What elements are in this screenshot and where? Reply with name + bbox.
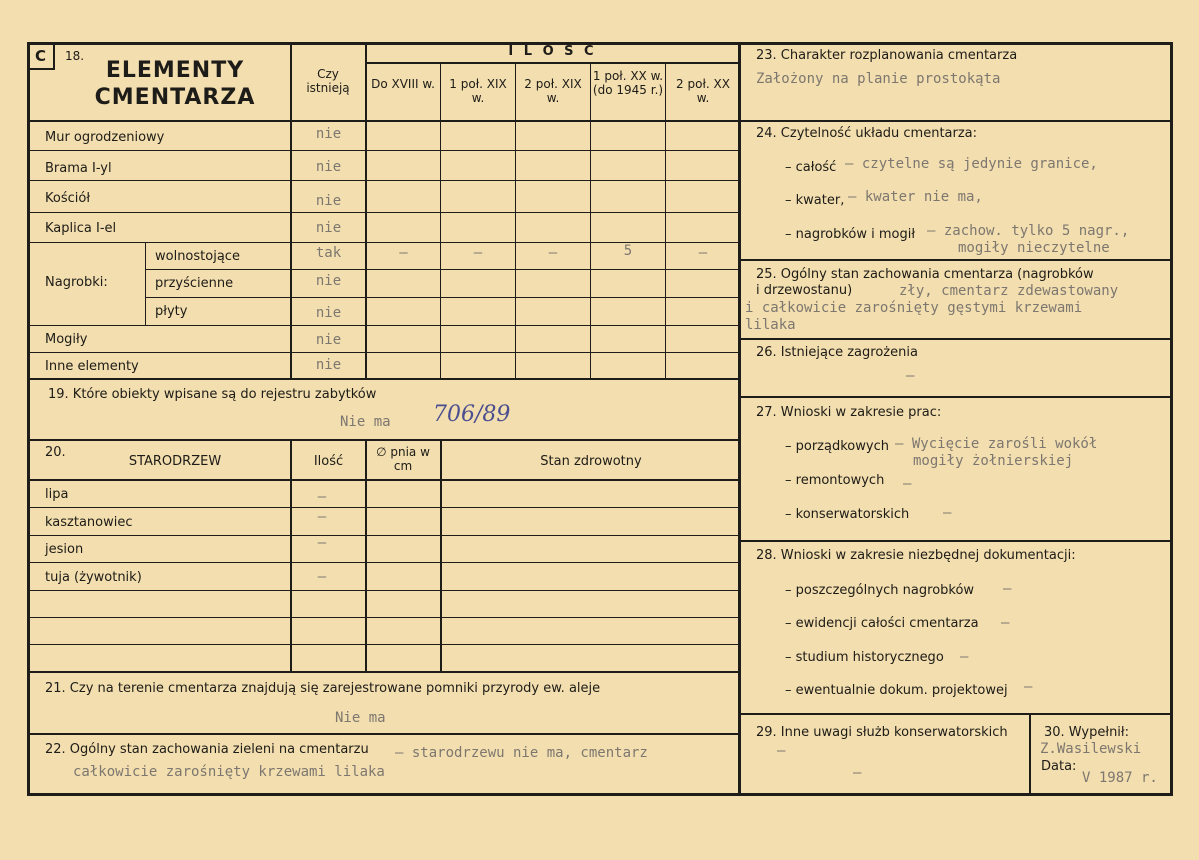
q24-nagrobkow-label: – nagrobków i mogił xyxy=(785,227,916,242)
q30-data-label: Data: xyxy=(1041,759,1077,774)
q23-answer: Założony na planie prostokąta xyxy=(756,71,1001,87)
q28-item-3-label: – studium historycznego xyxy=(785,650,944,665)
q22-answer-line2: całkowicie zarośnięty krzewami lilaka xyxy=(73,764,385,780)
q19-label: 19. Które obiekty wpisane są do rejestru zabytków xyxy=(48,387,377,402)
q27-porz-answer1: – Wycięcie zarośli wokół xyxy=(895,436,1098,452)
wolnostojace-p2: – xyxy=(473,245,483,261)
q29-answer1: – xyxy=(777,743,786,759)
r-line-25 xyxy=(740,338,1173,340)
q24-calosc-label: – całość xyxy=(785,160,837,175)
exists-brama: nie xyxy=(315,159,342,175)
q19-register-number: 706/89 xyxy=(433,402,511,427)
q24-kwater-label: – kwater, xyxy=(785,193,845,208)
row-line-2 xyxy=(27,180,740,181)
trees-vline-ilosc xyxy=(290,439,292,672)
q27-porz-answer2: mogiły żołnierskiej xyxy=(913,453,1074,469)
q27-label: 27. Wnioski w zakresie prac: xyxy=(756,405,942,420)
header-period-4: 1 poł. XX w. (do 1945 r.) xyxy=(592,69,664,97)
q29-answer2: – xyxy=(853,765,862,781)
section19-line xyxy=(27,378,740,380)
exists-kosciol: nie xyxy=(315,193,342,209)
exists-mur: nie xyxy=(315,126,342,142)
wolnostojace-p4: 5 xyxy=(623,243,633,259)
row-label-wolnostojace: wolnostojące xyxy=(155,249,240,264)
q28-item-1-label: – poszczególnych nagrobków xyxy=(785,583,975,598)
table18-vline-p2 xyxy=(440,63,441,379)
q24-kwater-answer: – kwater nie ma, xyxy=(848,189,983,205)
q24-nagrobkow-answer2: mogiły nieczytelne xyxy=(958,240,1110,256)
frame-divider xyxy=(738,42,741,796)
exists-mogily: nie xyxy=(315,332,342,348)
q28-item-3-answer: – xyxy=(960,649,969,665)
q25-label-line1: 25. Ogólny stan zachowania cmentarza (nagrobków xyxy=(756,267,1094,282)
table18-vline-p3 xyxy=(515,63,516,379)
exists-przyscienne: nie xyxy=(315,273,342,289)
q28-item-1-answer: – xyxy=(1003,581,1012,597)
row-label-przyscienne: przyścienne xyxy=(155,276,234,291)
q28-item-2-answer: – xyxy=(1001,615,1010,631)
nagrobki-vline xyxy=(145,243,146,325)
row-line-1 xyxy=(27,150,740,151)
table18-vline-p1 xyxy=(365,42,367,379)
header-period-3: 2 poł. XIX w. xyxy=(524,77,582,105)
row-label-kosciol: Kościół xyxy=(45,191,91,206)
exists-kaplica: nie xyxy=(315,220,342,236)
row-label-nagrobki: Nagrobki: xyxy=(45,275,108,290)
q30-date: V 1987 r. xyxy=(1082,770,1158,786)
header-period-5: 2 poł. XX w. xyxy=(676,77,730,105)
trees-row-line-1 xyxy=(27,507,740,508)
q27-rem-label: – remontowych xyxy=(785,473,885,488)
q27-porz-label: – porządkowych xyxy=(785,439,889,454)
tree-name-lipa: lipa xyxy=(45,487,69,502)
table18-vline-exists xyxy=(290,42,292,379)
q24-nagrobkow-answer1: – zachow. tylko 5 nagr., xyxy=(927,223,1130,239)
exists-inne: nie xyxy=(315,357,342,373)
trees-header-ilosc: Ilość xyxy=(313,454,344,469)
tree-name-tuja: tuja (żywotnik) xyxy=(45,570,142,585)
trees-row-line-6 xyxy=(27,644,740,645)
row-label-plyty: płyty xyxy=(155,304,188,319)
header-ilosc: I L O Ś Ć xyxy=(508,44,597,59)
q28-item-4-answer: – xyxy=(1024,679,1033,695)
q28-item-4-label: – ewentualnie dokum. projektowej xyxy=(785,683,1008,698)
header-period-1: Do XVIII w. xyxy=(371,77,435,91)
table18-vline-p4 xyxy=(590,63,591,379)
r-line-23 xyxy=(740,120,1173,122)
row-line-8 xyxy=(27,352,740,353)
q26-answer: – xyxy=(906,368,915,384)
trees-row-line-2 xyxy=(27,535,740,536)
trees-header-pnia: ∅ pnia w cm xyxy=(376,445,430,473)
trees-vline-pnia xyxy=(365,439,367,672)
table18-vline-p5 xyxy=(665,63,666,379)
q30-name: Z.Wasilewski xyxy=(1040,741,1142,757)
tree-qty-tuja: – xyxy=(317,569,327,585)
frame-left xyxy=(27,42,30,796)
frame-bottom xyxy=(27,793,1173,796)
table18-title-line2: CMENTARZA xyxy=(94,85,256,110)
row-label-mogily: Mogiły xyxy=(45,332,88,347)
row-line-7 xyxy=(27,325,740,326)
q24-label: 24. Czytelność układu cmentarza: xyxy=(756,126,978,141)
ilosc-underline xyxy=(365,62,740,64)
q23-label: 23. Charakter rozplanowania cmentarza xyxy=(756,48,1018,63)
q20-label: 20. xyxy=(45,445,66,460)
r-line-27 xyxy=(740,540,1173,542)
row-line-3 xyxy=(27,212,740,213)
trees-row-line-5 xyxy=(27,617,740,618)
q25-answer-line3: lilaka xyxy=(745,317,796,333)
q27-kons-answer: – xyxy=(943,505,952,521)
wolnostojace-p1: – xyxy=(399,245,408,261)
section-number: 18. xyxy=(65,49,85,63)
trees-row-line-4 xyxy=(27,590,740,591)
q29-label: 29. Inne uwagi służb konserwatorskich xyxy=(756,725,1008,740)
row-label-brama: Brama I-yl xyxy=(45,161,112,176)
tree-qty-lipa: – xyxy=(317,489,327,505)
exists-wolnostojace: tak xyxy=(315,245,342,261)
table18-header-line xyxy=(27,120,740,122)
row-line-5 xyxy=(145,269,740,270)
row-line-6 xyxy=(145,297,740,298)
trees-header-stan: Stan zdrowotny xyxy=(540,454,642,469)
row-label-kaplica: Kaplica I-el xyxy=(45,221,117,236)
section-letter: C xyxy=(35,47,47,65)
tree-name-jesion: jesion xyxy=(45,542,84,557)
q27-kons-label: – konserwatorskich xyxy=(785,507,910,522)
section22-line xyxy=(27,733,740,735)
exists-plyty: nie xyxy=(315,305,342,321)
r-vline-29-30 xyxy=(1029,713,1031,796)
q26-label: 26. Istniejące zagrożenia xyxy=(756,345,918,360)
row-label-inne: Inne elementy xyxy=(45,359,139,374)
q21-answer: Nie ma xyxy=(335,710,386,726)
q25-label-line2: i drzewostanu) xyxy=(756,283,853,298)
r-line-28 xyxy=(740,713,1173,715)
q28-item-2-label: – ewidencji całości cmentarza xyxy=(785,616,979,631)
q21-label: 21. Czy na terenie cmentarza znajdują się zarejestrowane pomniki przyrody ew. aleje xyxy=(45,681,601,696)
trees-row-line-3 xyxy=(27,562,740,563)
q28-label: 28. Wnioski w zakresie niezbędnej dokumentacji: xyxy=(756,548,1076,563)
frame-right xyxy=(1170,42,1173,796)
tree-qty-jesion: – xyxy=(317,535,327,551)
q30-label: 30. Wypełnił: xyxy=(1044,725,1129,740)
q22-label: 22. Ogólny stan zachowania zieleni na cmentarzu xyxy=(45,742,369,757)
q27-rem-answer: – xyxy=(903,476,912,492)
row-label-mur: Mur ogrodzeniowy xyxy=(45,130,165,145)
q25-answer-line1: zły, cmentarz zdewastowany xyxy=(899,283,1119,299)
q24-calosc-answer: – czytelne są jedynie granice, xyxy=(845,156,1098,172)
r-line-26 xyxy=(740,396,1173,398)
trees-header-line xyxy=(27,479,740,481)
header-exists: Czy istnieją xyxy=(306,67,350,95)
q25-answer-line2: i całkowicie zarośnięty gęstymi krzewami xyxy=(745,300,1083,316)
table18-title-line1: ELEMENTY xyxy=(105,58,245,83)
q22-answer-line1: – starodrzewu nie ma, cmentarz xyxy=(395,745,648,761)
q19-answer: Nie ma xyxy=(340,414,391,430)
tree-qty-kasztanowiec: – xyxy=(317,509,327,525)
trees-vline-stan xyxy=(440,439,442,672)
r-line-24 xyxy=(740,259,1173,261)
wolnostojace-p5: – xyxy=(698,245,708,261)
tree-name-kasztanowiec: kasztanowiec xyxy=(45,515,133,530)
section20-line xyxy=(27,439,740,441)
row-line-4 xyxy=(27,242,740,243)
header-period-2: 1 poł. XIX w. xyxy=(449,77,507,105)
section21-line xyxy=(27,671,740,673)
starodrzew-header: STARODRZEW xyxy=(128,454,222,469)
wolnostojace-p3: – xyxy=(548,245,558,261)
